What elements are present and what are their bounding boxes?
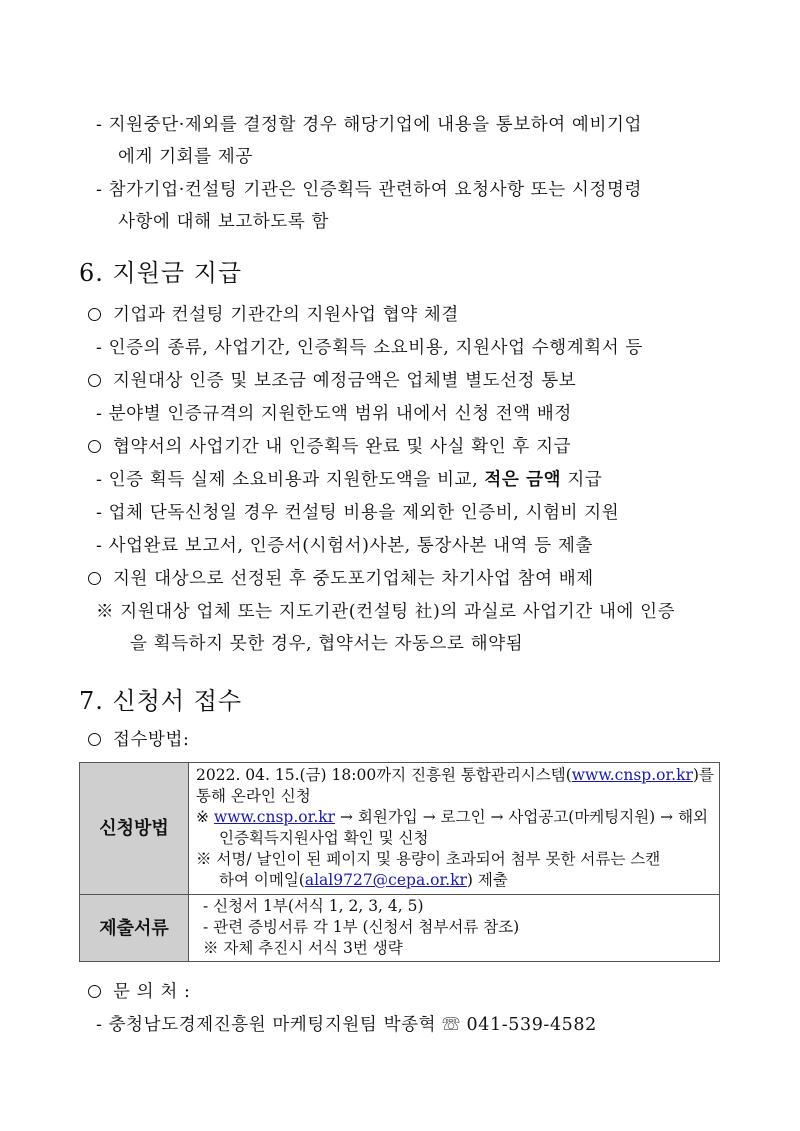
table-header-cell: 신청방법 (80, 763, 189, 895)
email-link[interactable]: alal9727@cepa.or.kr (304, 871, 467, 889)
s6-item-3-sub-c: - 사업완료 보고서, 인증서(시험서)사본, 통장사본 내역 등 제출 (96, 536, 593, 556)
application-table (79, 762, 720, 962)
site-link[interactable]: www.cnsp.or.kr (213, 808, 336, 826)
s6-item-2-sub: - 분야별 인증규격의 지원한도액 범위 내에서 신청 전액 배정 (96, 404, 572, 424)
s6-note-cont: 을 획득하지 못한 경우, 협약서는 자동으로 해약됨 (130, 634, 524, 654)
section6-title: 6. 지원금 지급 (79, 259, 243, 287)
top-item-2-cont: 사항에 대해 보고하도록 함 (118, 212, 330, 232)
s6-item-1-sub: - 인증의 종류, 사업기간, 인증획득 소요비용, 지원사업 수행계획서 등 (96, 338, 643, 358)
s7-contact: - 충청남도경제진흥원 마케팅지원팀 박종혁 ☏ 041-539-4582 (96, 1015, 597, 1035)
s6-item-1: 기업과 컨설팅 기관간의 지원사업 협약 체결 (88, 303, 459, 327)
s7-contact-label: 문 의 처 : (88, 980, 191, 1004)
site-link[interactable]: www.cnsp.or.kr (571, 766, 693, 784)
circle-bullet-icon (88, 440, 101, 453)
table-cell: 2022. 04. 15.(금) 18:00까지 진흥원 통합관리시스템(www.cnsp.or.kr)를 통해 온라인 신청 ※ www.cnsp.or.kr → 회원가입 → 로그인 → 사업공고(마케팅지원) → 해외 인증획득지원사업 확인 및 신청 ※ 서명/ 날인이 된 페이지 및 용량이 초과되어 첨부 못한 서류는 스캔 하여 이메일(alal9727@cepa.or.kr) 제출 (189, 763, 720, 895)
top-item-2: - 참가기업·컨설팅 기관은 인증획득 관련하여 요청사항 또는 시정명령 (96, 180, 642, 200)
s6-item-2: 지원대상 인증 및 보조금 예정금액은 업체별 별도선정 통보 (88, 369, 576, 393)
s6-item-4: 지원 대상으로 선정된 후 중도포기업체는 차기사업 참여 배제 (88, 567, 594, 591)
table-cell: - 신청서 1부(서식 1, 2, 3, 4, 5) - 관련 증빙서류 각 1부 (신청서 첨부서류 참조) ※ 자체 추진시 서식 3번 생략 (189, 895, 720, 962)
s6-item-3: 협약서의 사업기간 내 인증획득 완료 및 사실 확인 후 지급 (88, 435, 571, 459)
table-row (80, 763, 720, 895)
s6-item-3-sub-a: - 인증 획득 실제 소요비용과 지원한도액을 비교, 적은 금액 지급 (96, 470, 603, 490)
s6-note: ※ 지원대상 업체 또는 지도기관(컨설팅 社)의 과실로 사업기간 내에 인증 (96, 602, 676, 622)
top-item-1: - 지원중단·제외를 결정할 경우 해당기업에 내용을 통보하여 예비기업 (96, 115, 642, 135)
s6-item-3-sub-b: - 업체 단독신청일 경우 컨설팅 비용을 제외한 인증비, 시험비 지원 (96, 503, 620, 523)
circle-bullet-icon (88, 572, 101, 585)
top-item-1-cont: 에게 기회를 제공 (118, 147, 253, 167)
circle-bullet-icon (88, 733, 101, 746)
circle-bullet-icon (88, 308, 101, 321)
table-header-cell: 제출서류 (80, 895, 189, 962)
section7-title: 7. 신청서 접수 (79, 687, 243, 715)
circle-bullet-icon (88, 985, 101, 998)
table-row (80, 895, 720, 962)
s7-method-label: 접수방법: (88, 728, 190, 752)
emphasis-text: 적은 금액 (484, 470, 562, 490)
circle-bullet-icon (88, 374, 101, 387)
